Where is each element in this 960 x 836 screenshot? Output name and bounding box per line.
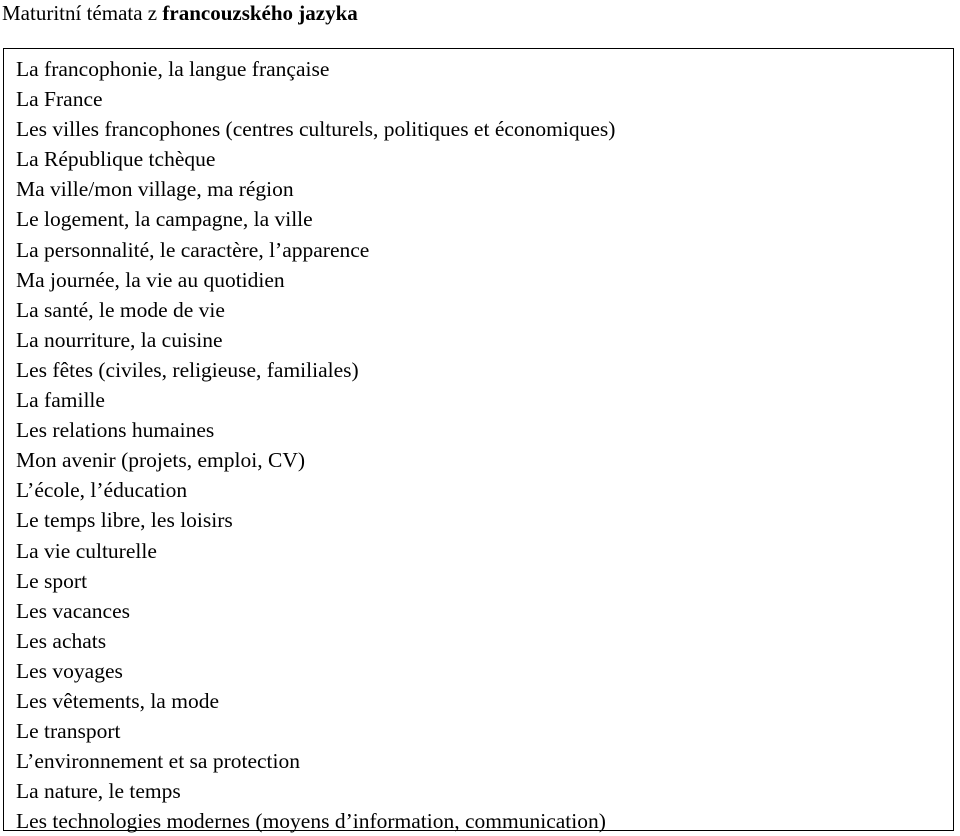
topic-item: Mon avenir (projets, emploi, CV) (16, 448, 306, 473)
topic-item: Les technologies modernes (moyens d’information, communication) (16, 809, 606, 834)
topic-item: La République tchèque (16, 147, 216, 172)
topic-item: Les relations humaines (16, 418, 215, 443)
topic-item: La vie culturelle (16, 538, 157, 563)
page-title-prefix: Maturitní témata z (2, 1, 163, 25)
topic-item: La famille (16, 388, 105, 413)
topic-item: Le transport (16, 719, 121, 744)
topic-item: Le logement, la campagne, la ville (16, 207, 313, 232)
topic-item: Les fêtes (civiles, religieuse, familiales) (16, 357, 359, 382)
topic-item: Ma journée, la vie au quotidien (16, 267, 285, 292)
topic-item: La personnalité, le caractère, l’apparence (16, 237, 370, 262)
topic-item: La nature, le temps (16, 779, 181, 804)
page-title (2, 0, 358, 26)
topic-item: Le sport (16, 568, 88, 593)
topic-item: Les achats (16, 628, 107, 653)
topic-item: La santé, le mode de vie (16, 297, 225, 322)
topic-item: Les voyages (16, 658, 123, 683)
topic-item: Les vêtements, la mode (16, 688, 219, 713)
topic-table (3, 48, 954, 834)
page-title-subject: francouzského jazyka (162, 1, 358, 25)
topic-item: L’environnement et sa protection (16, 749, 300, 774)
topic-item: La francophonie, la langue française (16, 57, 330, 81)
topic-item: La nourriture, la cuisine (16, 327, 223, 352)
topic-item: Les vacances (16, 598, 130, 623)
topic-item: L’école, l’éducation (16, 478, 188, 503)
topic-list (16, 54, 615, 836)
topic-item: Le temps libre, les loisirs (16, 508, 233, 533)
topic-item: Les villes francophones (centres culturels, politiques et économiques) (16, 117, 616, 142)
topic-item: La France (16, 87, 103, 112)
topic-item: Ma ville/mon village, ma région (16, 177, 294, 202)
